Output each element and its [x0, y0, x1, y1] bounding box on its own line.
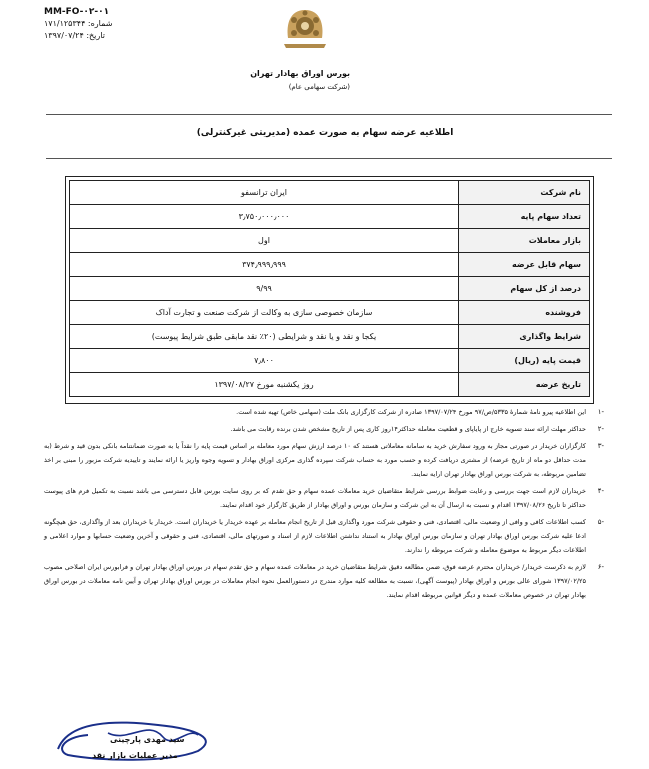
- table-row: [70, 301, 590, 325]
- organization-name: بورس اوراق بهادار تهران: [250, 69, 350, 78]
- letter-number: [44, 18, 144, 30]
- table-key: درصد از کل سهام: [459, 277, 590, 301]
- signatory-name: سید مهدی پارچینی: [110, 735, 185, 744]
- note-number: -۲: [597, 425, 604, 433]
- table-key: تعداد سهام پایه: [459, 205, 590, 229]
- list-item: [44, 484, 604, 512]
- table-value: ۷٫۸۰۰: [70, 349, 459, 373]
- table-row: [70, 253, 590, 277]
- table-key: نام شرکت: [459, 181, 590, 205]
- header-divider: [46, 114, 612, 115]
- offering-details-table: [69, 180, 590, 397]
- table-key: فروشنده: [459, 301, 590, 325]
- table-row: [70, 277, 590, 301]
- note-text: خریداران لازم است جهت بررسی و رعایت ضوابط بررسی شرایط متقاضیان خرید معاملات عمده سهام و حق تقدم که بر روی سایت بورس قابل دسترسی می باشد نسبت به تکمیل فرم های پیوست حداکثر تا تاریخ ۱۳۹۷/۰۸/۲۶ اقدام و نسبت به ارسال آن به این شرکت و سازمان بورس و اوراق بهادار از طریق کارگزار خود اقدام نمایند.: [44, 487, 586, 509]
- signatory-title: مدیر عملیات بازار نقد: [92, 751, 178, 760]
- table-row: [70, 373, 590, 397]
- list-item: [44, 439, 604, 481]
- note-text: کارگزاران خریدار در صورتی مجاز به ورود سفارش خرید به سامانه معاملاتی هستند که ۱۰ درصد ارزش سهام مورد معامله بر اساس قیمت پایه را نقداً یا به صورت ضمانتنامه بانکی بدون قید و شرط (به مدت حداقل دو ماه از تاریخ عرضه) از مشتری دریافت کرده و حسب مورد به حساب شرکت سپرده گذاری مرکزی اوراق بهادار و تسویه وجوه واریز یا ارائه نمایند و تاییدیه شرکت مزبور را مبنی بر اخذ تضامین مربوطه، به شرکت بورس اوراق بهادار تهران ارایه نمایند.: [44, 442, 586, 478]
- document-meta: [44, 6, 144, 42]
- title-divider: [46, 158, 612, 159]
- exchange-logo-icon: [280, 4, 330, 50]
- letter-date-label: تاریخ:: [86, 31, 105, 40]
- organization-type: (شرکت سهامی عام): [288, 83, 350, 91]
- table-key: تاریخ عرضه: [459, 373, 590, 397]
- table-key: سهام قابل عرضه: [459, 253, 590, 277]
- letter-number-label: شماره:: [87, 19, 113, 28]
- table-key: قیمت پایه (ریال): [459, 349, 590, 373]
- list-item: [44, 405, 604, 419]
- note-text: این اطلاعیه پیرو نامهٔ شمارهٔ ۵۳۳۵/ص/۹۷ مورخ ۱۳۹۷/۰۷/۲۴ صادره از شرکت کارگزاری بانک ملت (سهامی خاص) تهیه شده است.: [236, 408, 586, 416]
- offering-details-frame: [65, 176, 594, 404]
- note-text: کسب اطلاعات کافی و وافی از وضعیت مالی، اقتصادی، فنی و حقوقی شرکت مورد واگذاری قبل از تاریخ انجام معامله بر عهده خریدار یا خریداران است. خریدار یا خریداران بعد از واگذاری، حق هیچگونه ادعا علیه شرکت بورس اوراق بهادار تهران و سازمان بورس اوراق بهادار به استناد نداشتن اطلاعات لازم از اسناد و صورتهای مالی، اقتصادی، فنی و حقوقی و آخرین وضعیت حسابها و موارد اعلامی و اطلاعات دیگر مربوط به موضوع معامله و شرکت مربوطه را ندارند.: [44, 518, 586, 554]
- list-item: [44, 560, 604, 602]
- table-value: ایران ترانسفو: [70, 181, 459, 205]
- note-text: لازم به ذکرست خریدار/ خریداران محترم عرضه فوق، ضمن مطالعه دقیق شرایط متقاضیان خرید در معاملات عمده سهام و حق تقدم سهام در بورس اوراق بهادار تهران و فرابورس ایران اصلاحی مصوب ۱۳۹۷/۰۲/۲۵ شورای عالی بورس و اوراق بهادار (پیوست آگهی)، نسبت به مطالعه کلیه موارد مندرج در دستورالعمل نحوه انجام معاملات در بورس اوراق بهادار تهران و آیین نامه معاملات در بورس اوراق بهادار تهران در خصوص معاملات عمده و دیگر قوانین مربوطه اقدام نمایند.: [44, 563, 586, 599]
- note-text: حداکثر مهلت ارائه سند تسویه خارج از پایاپای و قطعیت معامله حداکثر۱۴روز کاری پس از تاریخ مشخص شدن برنده رقابت می باشد.: [230, 425, 586, 433]
- table-row: [70, 349, 590, 373]
- notes-list: [44, 405, 604, 605]
- letter-date: [44, 30, 144, 42]
- table-value: روز یکشنبه مورخ ۱۳۹۷/۰۸/۲۷: [70, 373, 459, 397]
- letter-number-value: ۱۷۱/۱۲۵۳۴۴: [44, 19, 86, 28]
- table-value: اول: [70, 229, 459, 253]
- table-value: ۳٫۷۵۰٫۰۰۰٫۰۰۰: [70, 205, 459, 229]
- list-item: [44, 515, 604, 557]
- table-key: شرایط واگذاری: [459, 325, 590, 349]
- note-number: -۴: [597, 487, 604, 495]
- table-key: بازار معاملات: [459, 229, 590, 253]
- table-row: [70, 205, 590, 229]
- table-row: [70, 229, 590, 253]
- list-item: [44, 422, 604, 436]
- letter-date-value: ۱۳۹۷/۰۷/۲۴: [44, 31, 84, 40]
- note-number: -۱: [597, 408, 604, 416]
- table-row: [70, 181, 590, 205]
- form-code: MM-FO-۰۲-۰۱: [44, 7, 110, 17]
- table-row: [70, 325, 590, 349]
- table-value: سازمان خصوصی سازی به وکالت از شرکت صنعت و تجارت آداک: [70, 301, 459, 325]
- note-number: -۳: [597, 442, 604, 450]
- document-title: اطلاعیه عرضه سهام به صورت عمده (مدیریتی غیرکنترلی): [196, 128, 454, 138]
- table-value: ۳۷۴٫۹۹۹٫۹۹۹: [70, 253, 459, 277]
- table-value: یکجا و نقد و یا نقد و شرایطی (۲۰٪ نقد مابقی طبق شرایط پیوست): [70, 325, 459, 349]
- note-number: -۶: [597, 563, 604, 571]
- note-number: -۵: [597, 518, 604, 526]
- table-value: ۹/۹۹: [70, 277, 459, 301]
